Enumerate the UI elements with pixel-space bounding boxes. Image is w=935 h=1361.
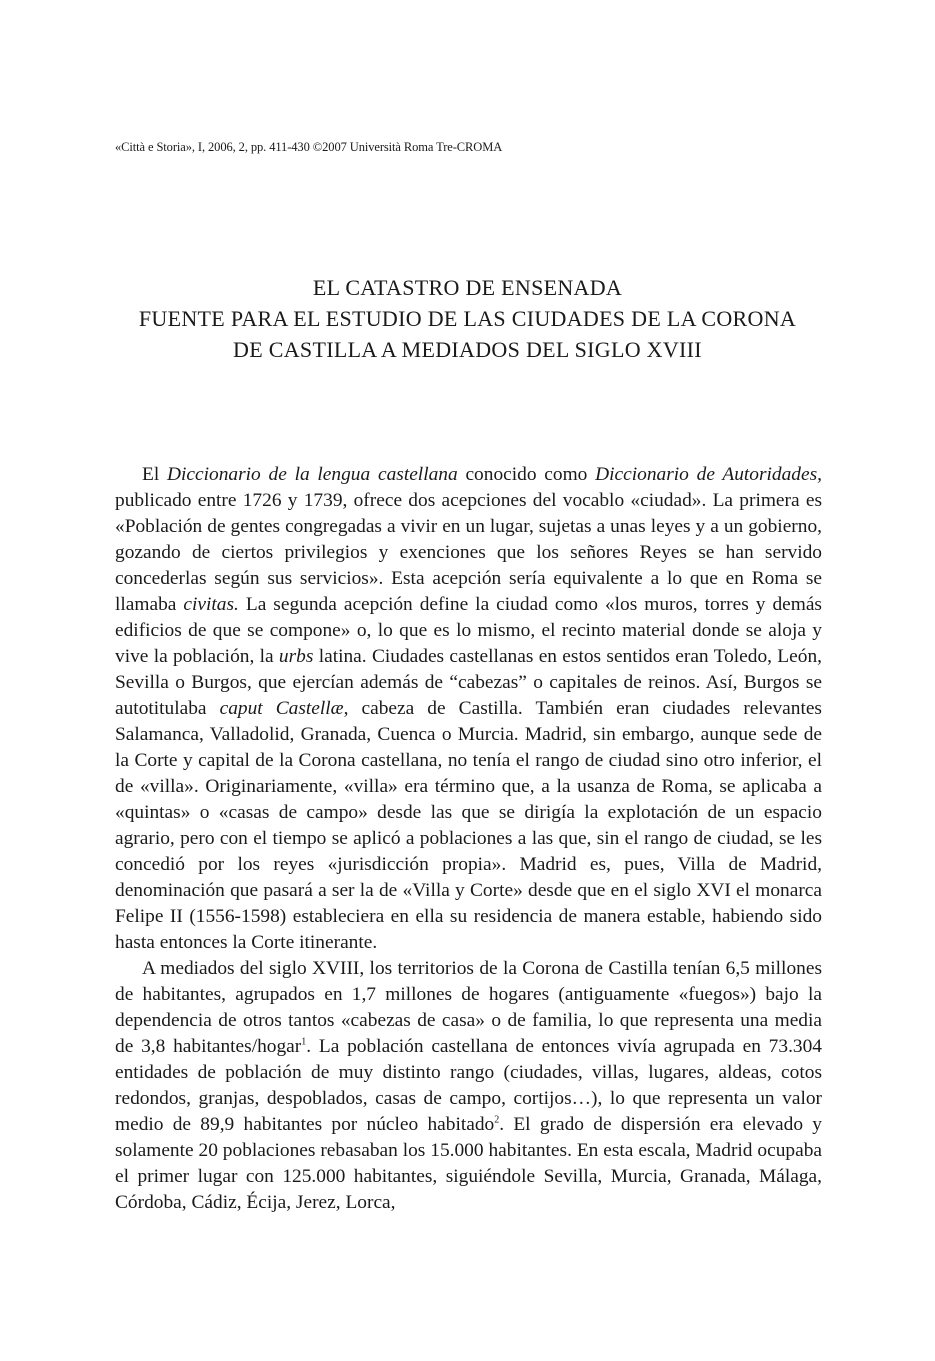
p1-text-2: conocido como [457, 464, 596, 485]
paragraph-1 [115, 462, 822, 956]
p1-text-6: , cabeza de Castilla. También eran ciudades relevantes Salamanca, Valladolid, Granada, Cuenca o Murcia. Madrid, sin embargo, aunque sede de la Corte y capital de la Corona castellana, no tenía el rango de ciudad sino otro inferior, el de «villa». Originariamente, «villa» era término que, a la usanza de Roma, se aplicaba a «quintas» o «casas de campo» desde las que se dirigía la explotación de un espacio agrario, pero con el tiempo se aplicó a poblaciones a las que, sin el rango de ciudad, se les concedió por los reyes «jurisdicción propia». Madrid es, pues, Villa de Madrid, denominación que pasará a ser la de «Villa y Corte» desde que en el siglo XVI el monarca Felipe II (1556-1598) estableciera en ella su residencia de manera estable, habiendo sido hasta entonces la Corte itinerante. [115, 698, 822, 953]
p1-italic-diccionario: Diccionario de la lengua castellana [167, 464, 458, 485]
p1-text-5: latina. Ciudades castellanas en estos sentidos eran Toledo, León, Sevilla o Burgos, que ejercían además de “cabezas” o capitales de reinos. Así, Burgos se autotitulaba [115, 646, 822, 719]
p1-italic-autoridades: Diccionario de Autoridades, [595, 464, 822, 485]
paragraph-2 [115, 956, 822, 1216]
article-title [0, 272, 935, 365]
p1-italic-caput: caput Castellæ [219, 698, 344, 719]
p1-italic-urbs: urbs [278, 646, 314, 667]
p1-text-3: publicado entre 1726 y 1739, ofrece dos acepciones del vocablo «ciudad». La primera es «Población de gentes congregadas a vivir en un lugar, sujetas a unas leyes y a un gobierno, gozando de ciertos privilegios y exenciones que los señores Reyes se han servido concederlas según sus servicios». Esta acepción sería equivalente a lo que en Roma se llamaba [115, 490, 822, 615]
article-body [115, 462, 822, 1216]
title-line-1: EL CATASTRO DE ENSENADA [312, 275, 623, 300]
p2-text-1: A mediados del siglo XVIII, los territorios de la Corona de Castilla tenían 6,5 millones de habitantes, agrupados en 1,7 millones de hogares (antiguamente «fuegos») bajo la dependencia de otros tantos «cabezas de casa» o de familia, lo que representa una media de 3,8 habitantes/hogar [115, 958, 822, 1057]
footnote-ref-1[interactable]: 1 [301, 1036, 307, 1048]
p1-italic-civitas: civitas. [183, 594, 239, 615]
title-line-2: FUENTE PARA EL ESTUDIO DE LAS CIUDADES DE LA CORONA [138, 306, 797, 331]
p1-text-1: El [142, 464, 168, 485]
footnote-ref-2[interactable]: 2 [494, 1114, 500, 1126]
p1-text-4: La segunda acepción define la ciudad como «los muros, torres y demás edificios de que se compone» o, lo que es lo mismo, el recinto material donde se aloja y vive la población, la [115, 594, 822, 667]
p2-text-2: . La población castellana de entonces vivía agrupada en 73.304 entidades de población de muy distinto rango (ciudades, villas, lugares, aldeas, cotos redondos, granjas, despoblados, casas de campo, cortijos…), lo que representa un valor medio de 89,9 habitantes por núcleo habitado [115, 1036, 822, 1135]
running-header: «Città e Storia», I, 2006, 2, pp. 411-430 ©2007 Università Roma Tre-CROMA [115, 140, 503, 154]
title-line-3: DE CASTILLA A MEDIADOS DEL SIGLO XVIII [233, 337, 702, 362]
p2-text-3: . El grado de dispersión era elevado y solamente 20 poblaciones rebasaban los 15.000 habitantes. En esta escala, Madrid ocupaba el primer lugar con 125.000 habitantes, siguiéndole Sevilla, Murcia, Granada, Málaga, Córdoba, Cádiz, Écija, Jerez, Lorca, [115, 1114, 822, 1213]
